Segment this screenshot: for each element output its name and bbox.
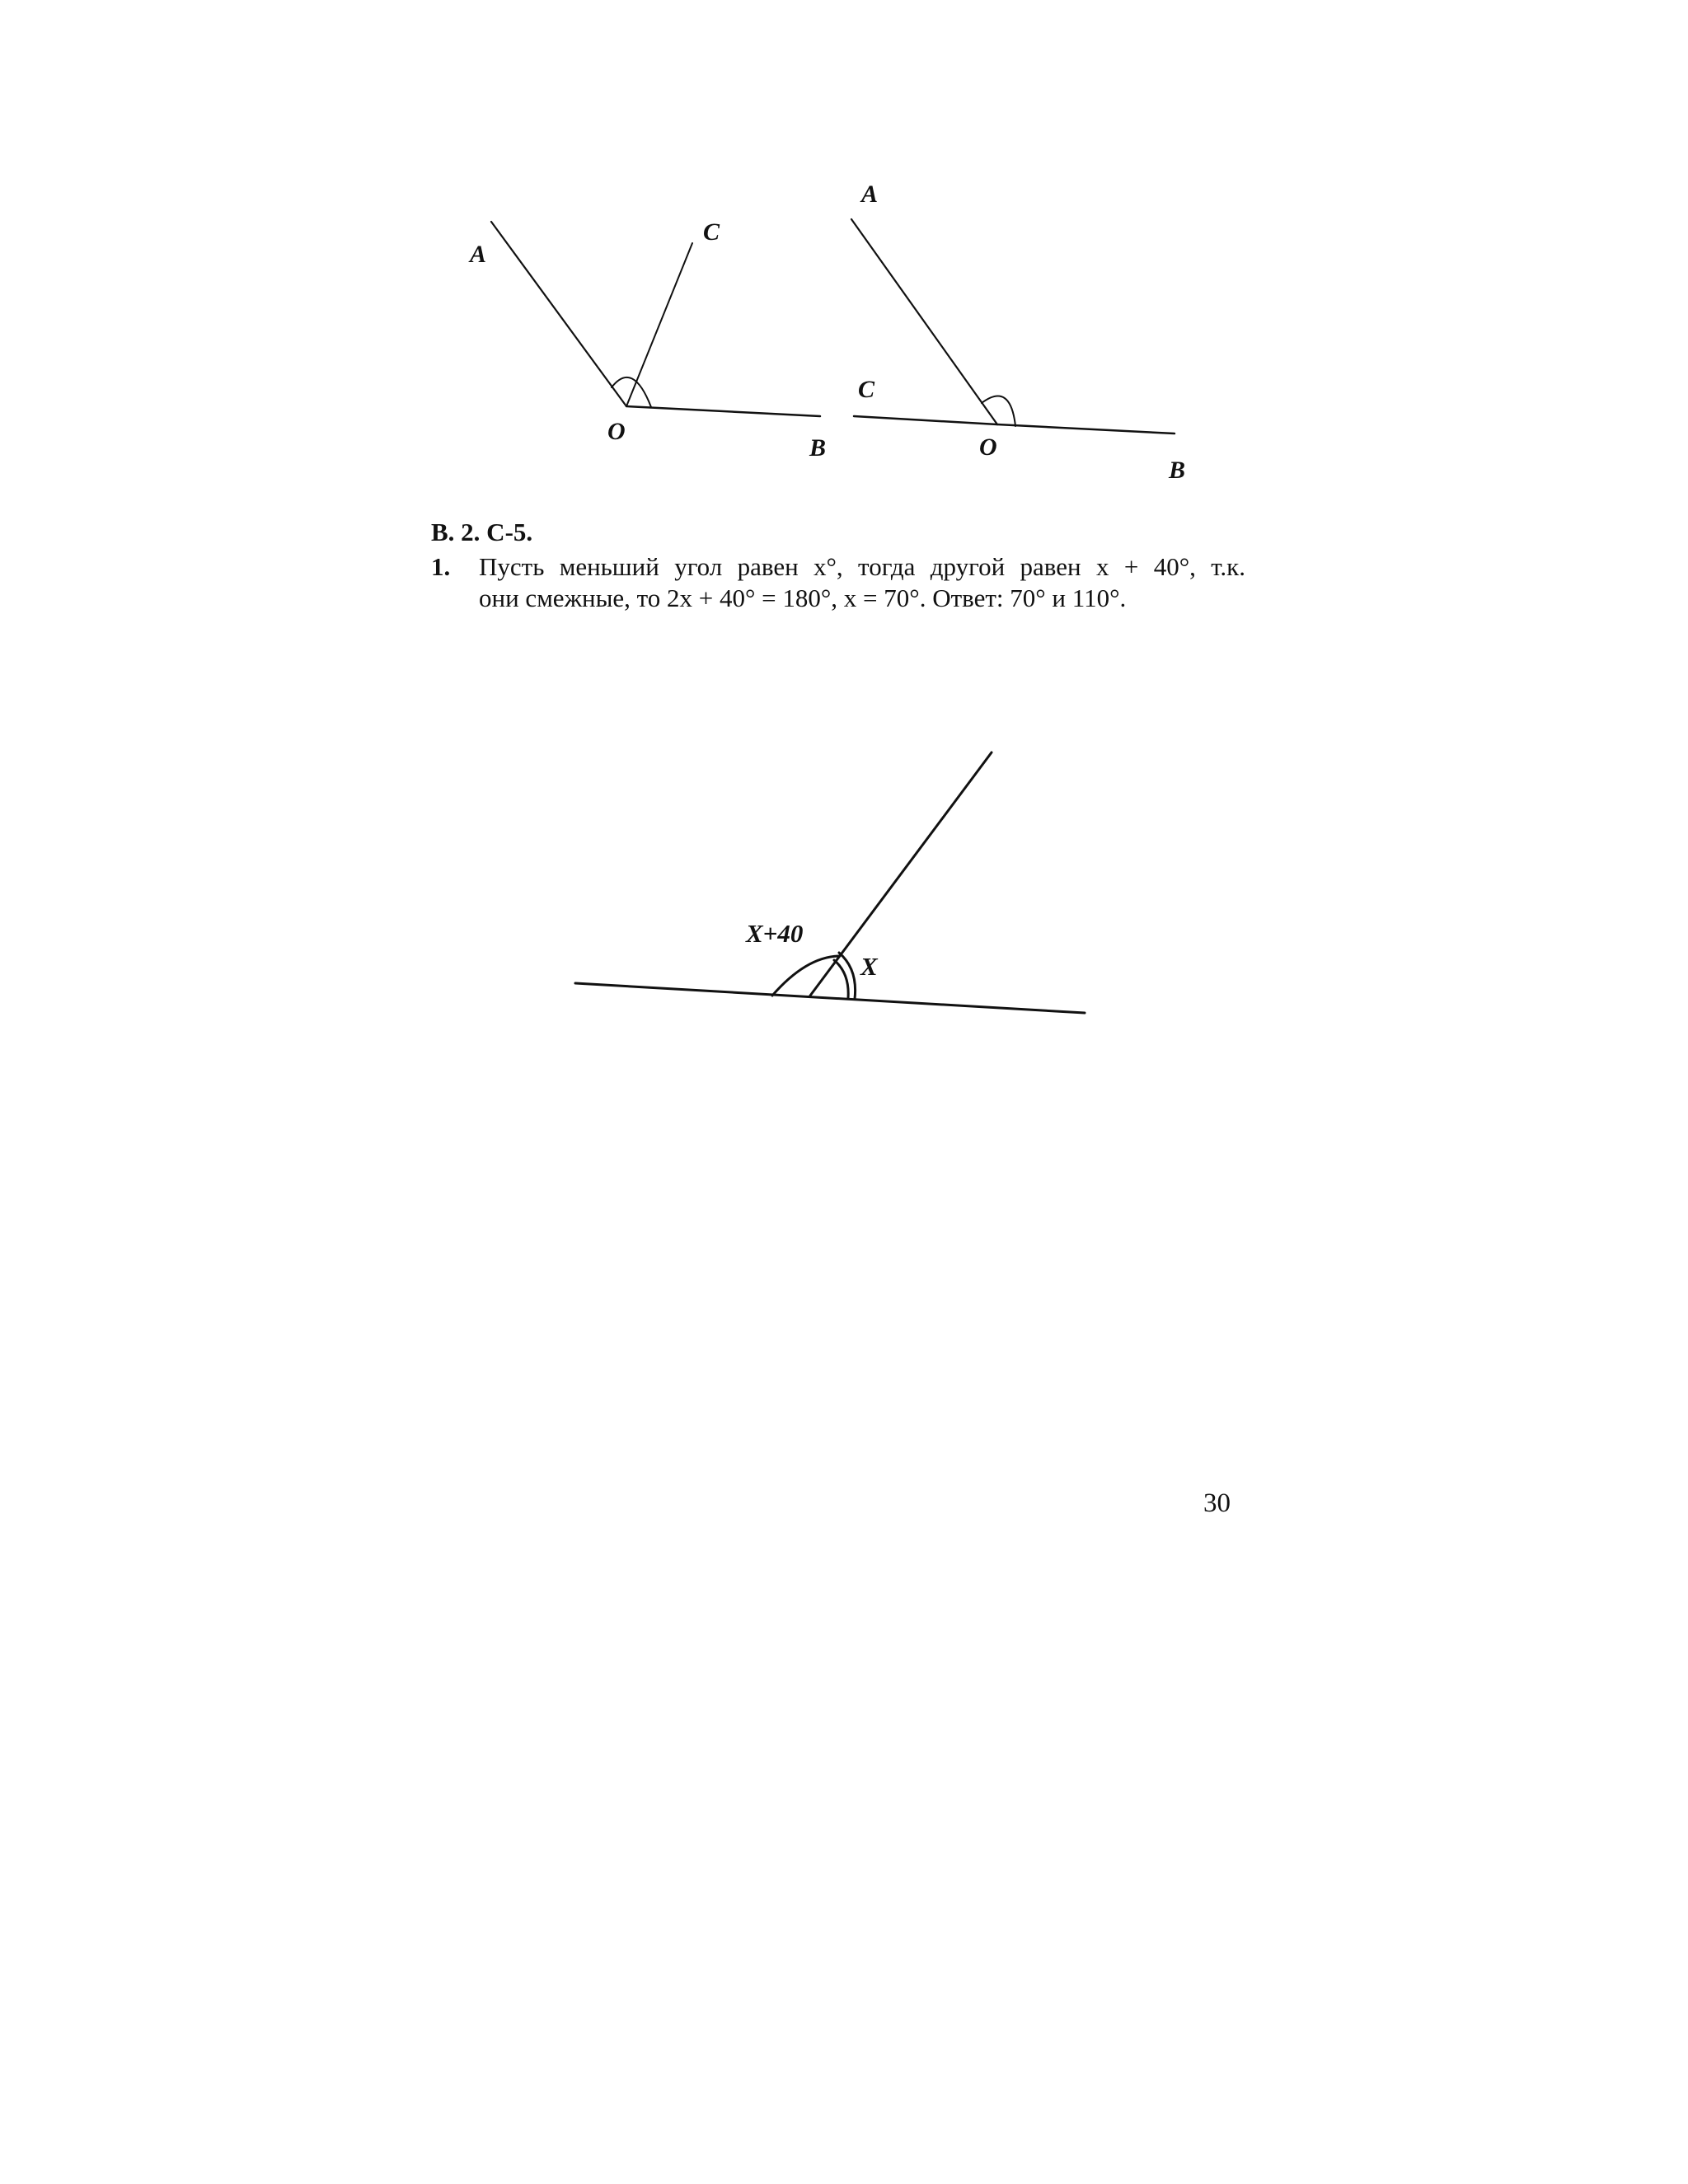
ray-oc-right [854,416,997,424]
problem-text-line-1: Пусть меньший угол равен x°, тогда другой равен x + 40°, т.к. [479,552,1245,581]
label-b-left: B [809,434,827,462]
top-angle-figure [0,0,1688,527]
label-b-right: B [1169,457,1186,484]
label-o-right: O [979,434,997,461]
section-title: В. 2. С-5. [431,518,533,546]
label-x: X [860,952,878,981]
problem-1 [431,551,1247,614]
problem-number: 1. [431,552,451,581]
label-a-left: A [470,241,487,268]
arc-small-angle-inner [834,960,848,998]
left-angle-diagram [468,218,826,462]
arc-large-angle [772,956,839,996]
label-c-left: C [703,218,720,246]
oblique-ray [810,752,992,996]
label-a-right: A [861,180,879,208]
ray-oa-left [491,222,626,406]
ray-ob-left [626,406,820,416]
adjacent-angles-figure [0,659,1688,1055]
right-angle-diagram [851,180,1185,484]
page-number: 30 [1203,1488,1231,1518]
ray-ob-right [997,424,1175,434]
problem-text-line-2: они смежные, то 2x + 40° = 180°, x = 70°. Ответ: 70° и 110°. [479,583,1127,612]
label-o-left: O [607,418,626,445]
label-c-right: C [858,376,875,403]
straight-line [575,983,1085,1013]
label-x-plus-40: X+40 [746,919,804,948]
